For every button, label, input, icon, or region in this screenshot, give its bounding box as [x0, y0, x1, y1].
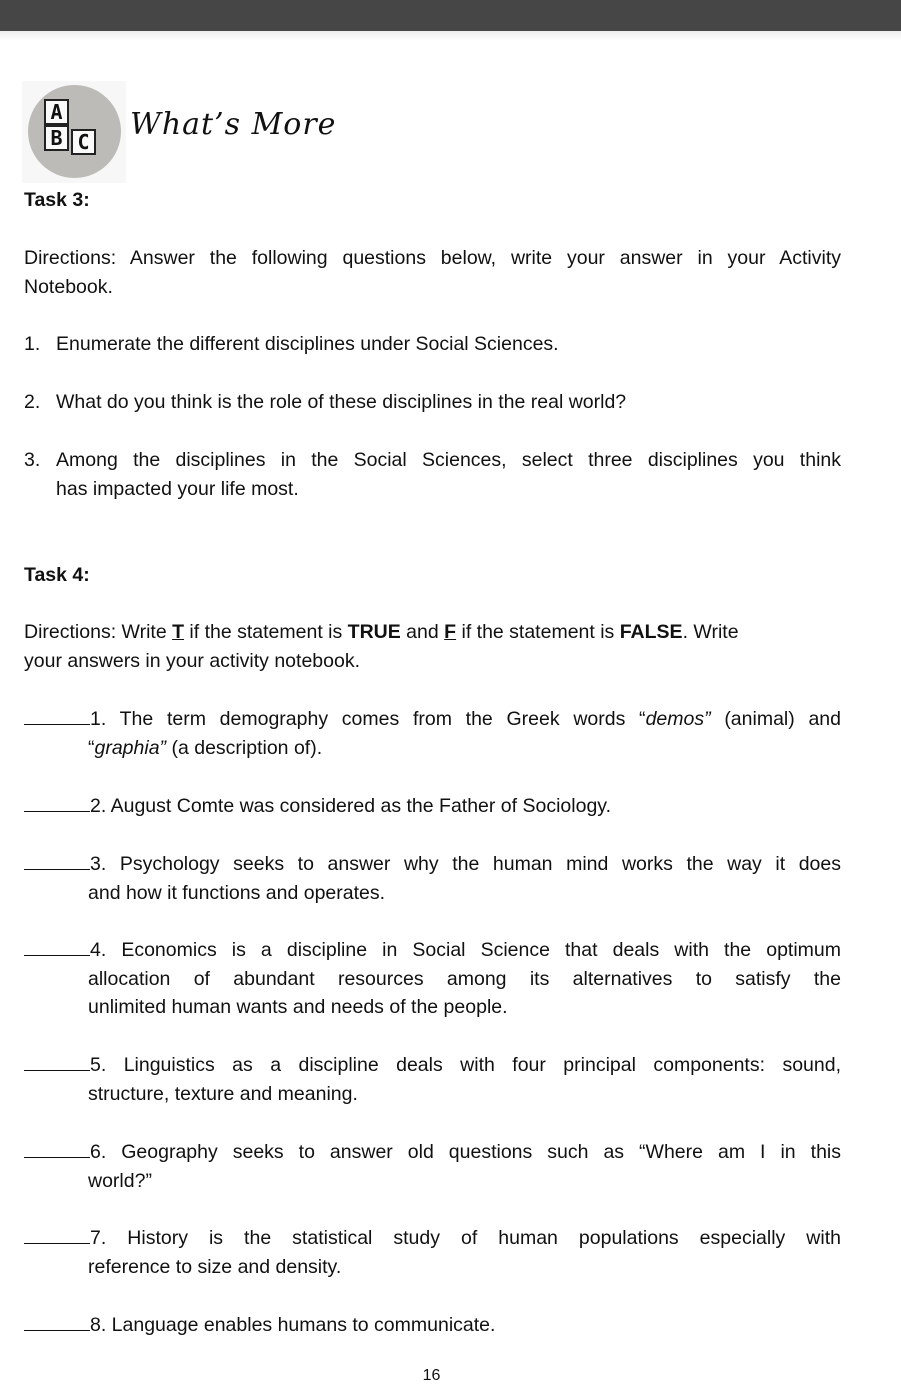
- answer-blank: [24, 1310, 90, 1331]
- statement-1: 1. The term demography comes from the Greek words “demos” (animal) and “graphia” (a description of).: [24, 704, 841, 762]
- answer-blank: [24, 1050, 90, 1071]
- task3-title: Task 3:: [24, 189, 90, 211]
- section-heading: What’s More: [130, 107, 337, 142]
- top-bar-shadow: [0, 31, 901, 41]
- false-marker: F: [444, 621, 457, 643]
- statement-6: 6. Geography seeks to answer old questions such as “Where am I in this world?”: [24, 1137, 841, 1195]
- task3-question-3: 3. Among the disciplines in the Social Sciences, select three disciplines you think has impacted your life most.: [24, 449, 841, 500]
- abc-blocks-icon: [22, 81, 126, 183]
- answer-blank: [24, 849, 90, 870]
- statement-5: 5. Linguistics as a discipline deals with four principal components: sound, structure, texture and meaning.: [24, 1050, 841, 1108]
- block-c: C: [71, 129, 96, 155]
- page-number: 16: [422, 1367, 441, 1384]
- statement-4: 4. Economics is a discipline in Social Science that deals with the optimum allocation of abundant resources among its alternatives to satisfy the unlimited human wants and needs of the people.: [24, 935, 841, 1022]
- task3-question-1: 1. Enumerate the different disciplines under Social Sciences.: [24, 333, 559, 355]
- answer-blank: [24, 1137, 90, 1158]
- task4-directions-line2: your answers in your activity notebook.: [24, 650, 360, 672]
- statement-8: 8. Language enables humans to communicate.: [24, 1310, 841, 1340]
- true-marker: T: [172, 621, 185, 643]
- task3-directions-line1: Directions: Answer the following questions below, write your answer in your Activity: [24, 247, 841, 269]
- block-a: A: [44, 99, 69, 125]
- answer-blank: [24, 935, 90, 956]
- statement-3: 3. Psychology seeks to answer why the human mind works the way it does and how it functions and operates.: [24, 849, 841, 907]
- top-bar: [0, 0, 901, 31]
- statement-7: 7. History is the statistical study of human populations especially with reference to size and density.: [24, 1223, 841, 1281]
- answer-blank: [24, 791, 90, 812]
- task3-directions-line2: Notebook.: [24, 276, 113, 298]
- statement-2: 2. August Comte was considered as the Father of Sociology.: [24, 791, 841, 821]
- answer-blank: [24, 1223, 90, 1244]
- answer-blank: [24, 704, 90, 725]
- task4-title: Task 4:: [24, 564, 90, 586]
- block-b: B: [44, 125, 69, 151]
- task4-directions: Directions: Write T if the statement is TRUE and F if the statement is FALSE. Write: [24, 621, 739, 643]
- task3-question-2: 2. What do you think is the role of these disciplines in the real world?: [24, 391, 627, 413]
